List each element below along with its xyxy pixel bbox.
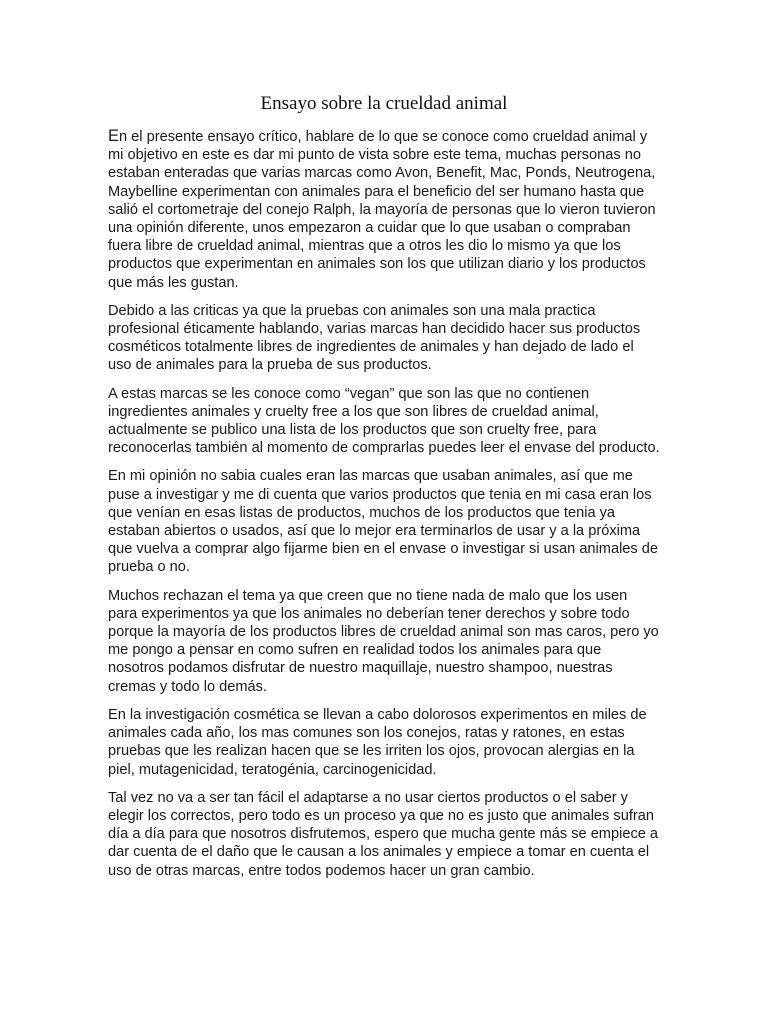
document-body bbox=[108, 127, 660, 890]
paragraph-5: Muchos rechazan el tema ya que creen que no tiene nada de malo que los usen para experimentos ya que los animales no deberían tener derechos y sobre todo porque la mayoría de los productos libres de crueldad animal son mas caros, pero yo me pongo a pensar en como sufren en realidad todos los animales para que nosotros podamos disfrutar de nuestro maquillaje, nuestro shampoo, nuestras cremas y todo lo demás. bbox=[108, 587, 659, 695]
paragraph-2: Debido a las criticas ya que la pruebas con animales son una mala practica profesional éticamente hablando, varias marcas han decidido hacer sus productos cosméticos totalmente libres de ingredientes de animales y han dejado de lado el uso de animales para la prueba de sus productos. bbox=[108, 302, 641, 374]
paragraph-6: En la investigación cosmética se llevan a cabo dolorosos experimentos en miles de animales cada año, los mas comunes son los conejos, ratas y ratones, en estas pruebas que les realizan hacen que se les irriten los ojos, provocan alergias en la piel, mutagenicidad, teratogénia, carcinogenicidad. bbox=[108, 706, 647, 778]
paragraph-3: A estas marcas se les conoce como “vegan” que son las que no contienen ingredientes animales y cruelty free a los que son libres de crueldad animal, actualmente se publico una lista de los productos que son cruelty free, para reconocerlas también al momento de comprarlas puedes leer el envase del producto. bbox=[108, 385, 660, 457]
paragraph-7: Tal vez no va a ser tan fácil el adaptarse a no usar ciertos productos o el saber y elegir los correctos, pero todo es un proceso ya que no es justo que animales sufran día a día para que nosotros disfrutemos, espero que mucha gente más se empiece a dar cuenta de el daño que le causan a los animales y empiece a tomar en cuenta el uso de otras marcas, entre todos podemos hacer un gran cambio. bbox=[108, 789, 659, 879]
paragraph-4: En mi opinión no sabia cuales eran las marcas que usaban animales, así que me puse a investigar y me di cuenta que varios productos que tenia en mi casa eran los que venían en esas listas de productos, muchos de los productos que tenia ya estaban abiertos o usados, así que lo mejor era terminarlos de usar y a la próxima que vuelva a comprar algo fijarme bien en el envase o investigar si usan animales de prueba o no. bbox=[108, 468, 659, 576]
document-title: Ensayo sobre la crueldad animal bbox=[260, 93, 508, 114]
paragraph-1: En el presente ensayo crítico, hablare de lo que se conoce como crueldad animal y mi objetivo en este es dar mi punto de vista sobre este tema, muchas personas no estaban enteradas que varias marcas como Avon, Benefit, Mac, Ponds, Neutrogena, Maybelline experimentan con animales para el beneficio del ser humano hasta que salió el cortometraje del conejo Ralph, la mayoría de personas que lo vieron tuvieron una opinión diferente, unos empezaron a cuidar que lo que usaban o compraban fuera libre de crueldad animal, mientras que a otros les dio lo mismo ya que los productos que experimentan en animales son los que utilizan diario y los productos que más les gustan. bbox=[108, 127, 656, 291]
